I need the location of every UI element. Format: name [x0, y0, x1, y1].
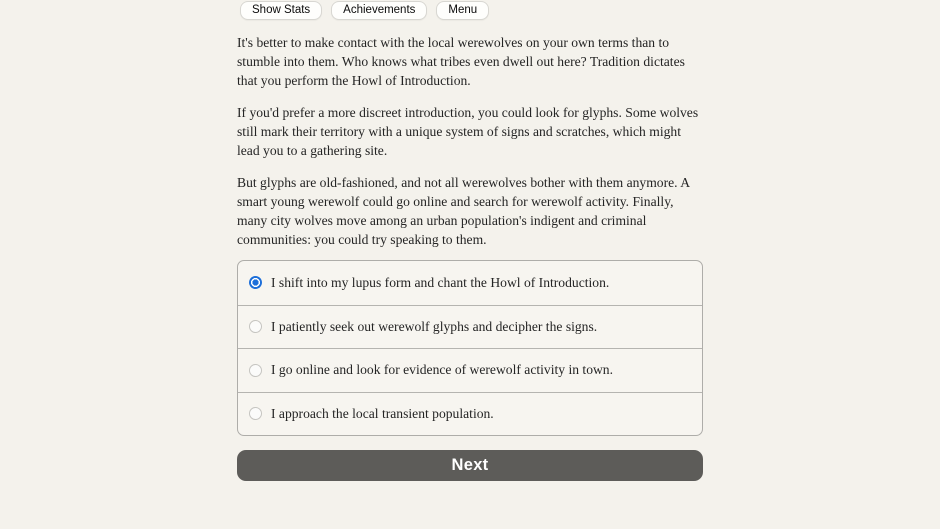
choice-label: I approach the local transient population. — [271, 405, 494, 421]
menu-button[interactable]: Menu — [436, 1, 489, 20]
radio-button[interactable] — [249, 407, 262, 420]
radio-button[interactable] — [249, 364, 262, 377]
choice-option-online[interactable] — [238, 348, 702, 392]
choice-label: I shift into my lupus form and chant the Howl of Introduction. — [271, 274, 610, 290]
choice-label: I patiently seek out werewolf glyphs and decipher the signs. — [271, 318, 598, 334]
story-paragraph: If you'd prefer a more discreet introduction, you could look for glyphs. Some wolves still mark their territory with a unique system of signs and scratches, which might lead you to a gathering site. — [237, 105, 699, 158]
choice-option-glyphs[interactable] — [238, 305, 702, 349]
story-paragraph: It's better to make contact with the local werewolves on your own terms than to stumble into them. Who knows what tribes even dwell out here? Tradition dictates that you perform the Howl of Introduction. — [237, 35, 685, 88]
achievements-button[interactable]: Achievements — [331, 1, 427, 20]
story-page — [237, 0, 703, 481]
choice-label: I go online and look for evidence of werewolf activity in town. — [271, 362, 614, 378]
toolbar — [240, 0, 703, 19]
choice-group — [237, 260, 703, 436]
radio-button[interactable] — [249, 276, 262, 289]
next-button[interactable]: Next — [237, 450, 703, 481]
story-paragraph: But glyphs are old-fashioned, and not all werewolves bother with them anymore. A smart young werewolf could go online and search for werewolf activity. Finally, many city wolves move among an urban population's indigent and criminal communities: you could try speaking to them. — [237, 175, 690, 247]
story-text — [237, 33, 703, 249]
choice-option-howl[interactable] — [238, 261, 702, 305]
choice-option-transient[interactable] — [238, 392, 702, 436]
show-stats-button[interactable]: Show Stats — [240, 1, 322, 20]
radio-button[interactable] — [249, 320, 262, 333]
